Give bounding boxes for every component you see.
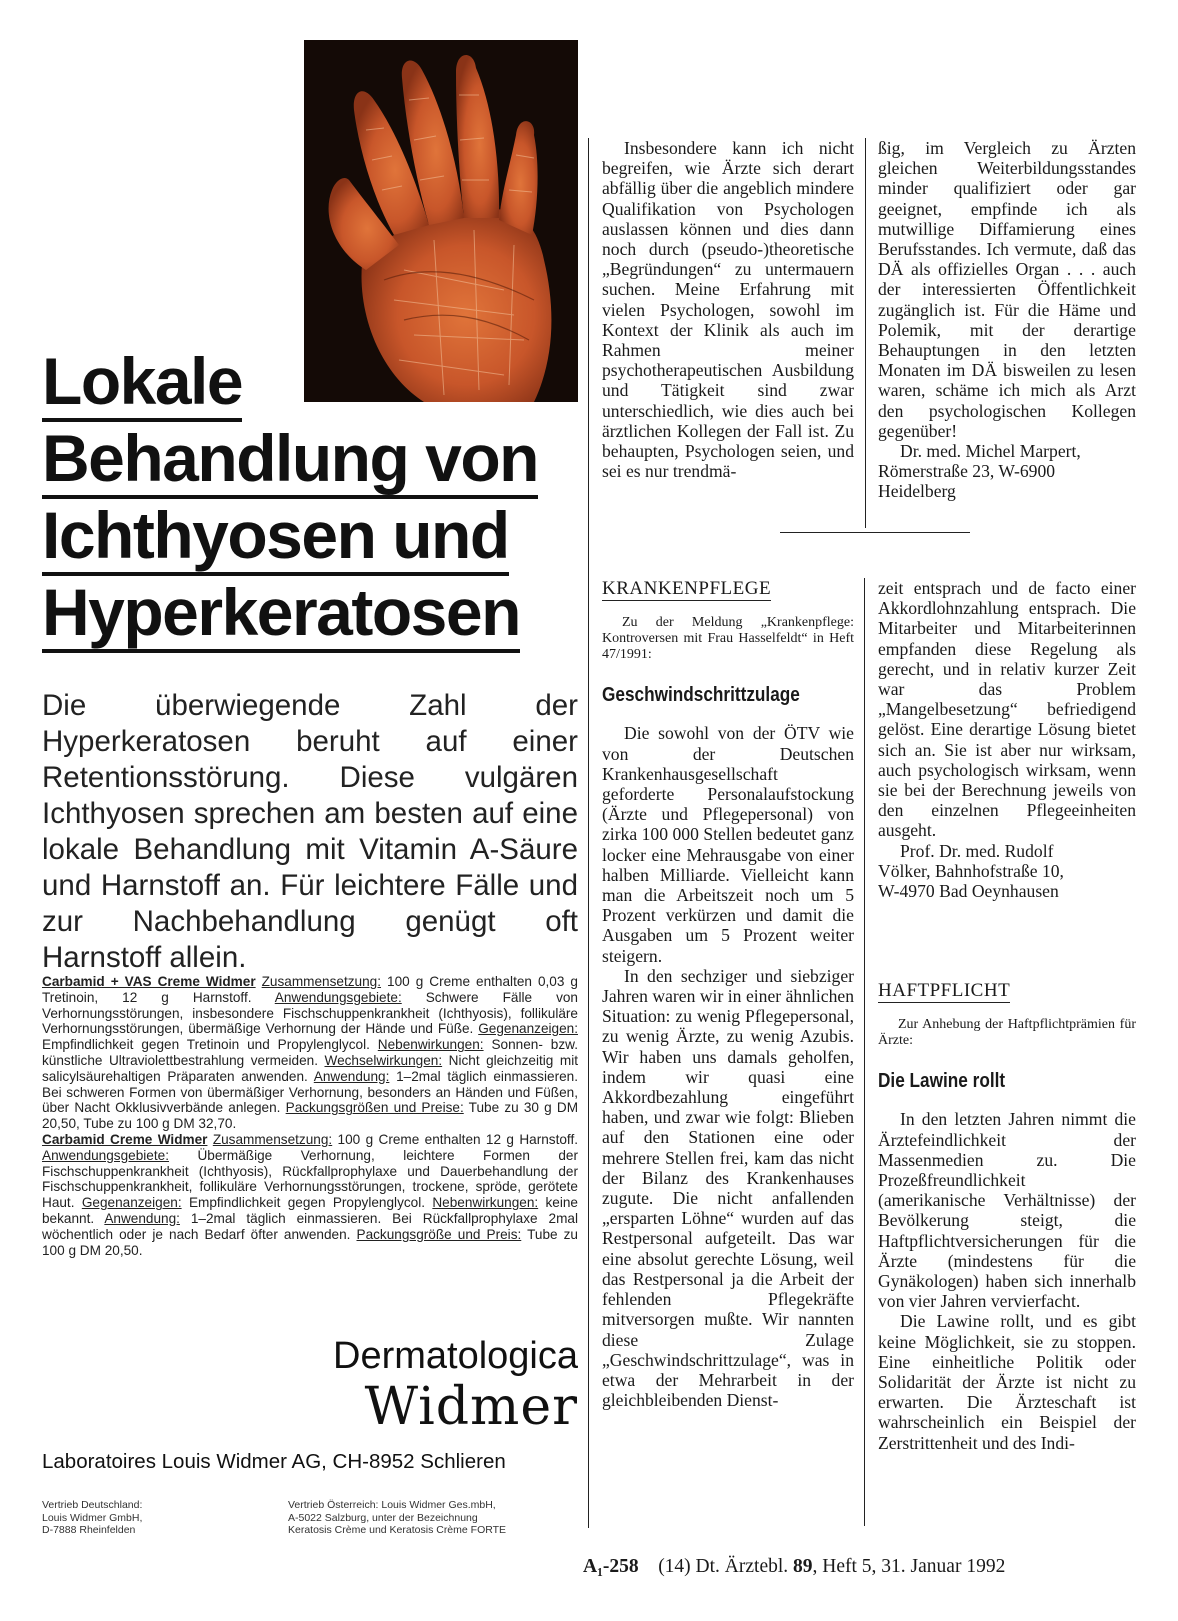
letter1-paragraph: ßig, im Vergleich zu Ärzten gleichen Weiterbildungsstandes minder qualifiziert oder gar geeignet, empfinde ich als mutwillige Diffamierung eines Berufsstandes. Ich vermute, daß das DÄ als offizielles Organ . . . auch der interessierten Öffentlichkeit zugänglich ist. Für die Häme und Polemik, mit der derartige Behauptungen in den letzten Monaten im DÄ bisweilen zu lesen waren, schäme ich mich als Arzt den psychologischen Kollegen gegenüber! <box>878 138 1136 441</box>
text: W-4970 Bad Oeynhausen <box>878 881 1059 902</box>
label: Gegenanzeigen: <box>478 1021 578 1037</box>
manufacturer-address: Laboratoires Louis Widmer AG, CH-8952 Schlieren <box>42 1450 506 1473</box>
text: Louis Widmer GmbH, <box>42 1511 143 1524</box>
text: Dr. med. Michel Marpert, <box>900 441 1081 462</box>
letter1-paragraph: Insbesondere kann ich nicht begreifen, wie Ärzte sich derart abfällig über die angeblich mindere Qualifikation von Psychologen auslassen können und dies dann noch durch (pseudo-)theoretische „Begründungen“ zu untermauern suchen. Meine Erfahrung mit vielen Psychologen, sowohl im Kontext der Klinik als auch im Rahmen meiner psychotherapeutischen Ausbildung und Tätigkeit sind zwar unterschiedlich, wie dies auch bei ärztlichen Kollegen der Fall ist. Zu behaupten, Psychologen seien, und sei es nur trendmä- <box>602 138 854 482</box>
product2-name: Carbamid Creme Widmer <box>42 1131 208 1147</box>
text: 1–2mal täglich einmassieren. Bei Rückfallprophylaxe 2mal wöchentlich oder je nach Bedarf öfter anwenden. <box>42 1210 578 1242</box>
label: Anwendung: <box>313 1068 390 1084</box>
text: Römerstraße 23, W-6900 <box>878 461 1056 482</box>
letter-paragraph: zeit entsprach und de facto einer Akkordlohnzahlung entsprach. Die Mitarbeiter und Mitarbeiterinnen empfanden diese Regelung als gerecht, und in relativ kurzer Zeit war das Problem „Mangelbesetzung“ befriedigend gelöst. Eine derartige Lösung bietet sich an. Sie ist aber nur wirksam, auch psychologisch wirksam, wenn sie bei der Berechnung jeweils von den einzelnen Pflegeeinheiten ausgeht. <box>878 578 1136 841</box>
text: Schwere Fälle von Verhornungsstörungen, insbesondere Fischschuppenkrankheit (Ichthyosis), follikuläre Verhornungsstörungen, übermäßige Verhornung der Hände und Füße. <box>42 989 578 1037</box>
text: Nicht gleichzeitig mit salicylsäurehaltigen Präparaten anwenden. <box>42 1052 578 1084</box>
ad-headline-line: Hyperkeratosen <box>42 576 520 653</box>
product1-name: Carbamid + VAS Creme Widmer <box>42 974 256 989</box>
letter-headline: Die Lawine rollt <box>878 1070 1006 1093</box>
text: Empfindlichkeit gegen Tretinoin und Propylenglycol. <box>42 1037 378 1053</box>
text: 100 g Creme enthalten 0,03 g Tretinoin, 12 g Harnstoff. <box>42 974 578 1005</box>
section-divider <box>780 532 970 533</box>
text: D-7888 Rheinfelden <box>42 1524 136 1536</box>
text: Tube zu 100 g DM 20,50. <box>42 1226 578 1258</box>
text: Prof. Dr. med. Rudolf <box>900 840 1054 861</box>
text: A-5022 Salzburg, unter der Bezeichnung <box>288 1511 478 1524</box>
ad-lead-text: Die überwiegende Zahl der Hyperkeratosen beruht auf einer Retentionsstörung. Diese vulgären Ichthyosen sprechen am besten auf eine lokale Behandlung mit Vitamin A-Säure und Harnstoff an. Für leichtere Fälle und zur Nachbehandlung genügt oft Harnstoff allein. <box>42 689 578 974</box>
text: Empfindlichkeit gegen Propylenglycol. <box>181 1195 433 1211</box>
label: Anwendung: <box>104 1210 180 1226</box>
letter1-signature <box>878 441 1136 502</box>
letter-paragraph: Die sowohl von der ÖTV wie von der Deutschen Krankenhausgesellschaft geforderte Personalaufstockung (Ärzte und Pflegepersonal) von zirka 100 000 Stellen bedeutet ganz locker eine Mehrausgabe von einer halben Milliarde. Vielleicht kann man die Arbeitszeit noch um 5 Prozent verkürzen und damit die Ausgaben um 5 Prozent weiter steigern. <box>602 723 854 966</box>
text: Keratosis Crème und Keratosis Crème FORTE <box>288 1524 507 1536</box>
reference-note: Zu der Meldung „Krankenpflege: Kontroversen mit Frau Hasselfeldt“ in Heft 47/1991: <box>602 615 854 663</box>
label: Zusammensetzung: <box>261 974 382 989</box>
text: 1–2mal täglich einmassieren. Bei schweren Formen von übermäßiger Verhornung, besonders an Händen und Füßen, über Nacht Okklusivverbände anlegen. <box>42 1068 578 1116</box>
letter1-col2 <box>878 138 1136 502</box>
letter-paragraph: In den letzten Jahren nimmt die Ärztefeindlichkeit der Massenmedien zu. Die Prozeßfreundlichkeit (amerikanische Verhältnisse) der Bevölkerung steigt, die Haftpflichtversicherungen für die Ärzte (mindestens für die Gynäkologen) haben sich innerhalb von vier Jahren vervierfacht. <box>878 1109 1136 1312</box>
ad-headline-line: Lokale <box>42 345 242 422</box>
section-heading: KRANKENPFLEGE <box>602 579 771 601</box>
krankenpflege-col1 <box>602 578 854 1410</box>
letter1-col1 <box>602 138 854 481</box>
text: Tube zu 30 g DM 20,50, Tube zu 100 g DM 32,70. <box>42 1100 579 1132</box>
letter-headline: Geschwindschrittzulage <box>602 684 800 707</box>
journal-issue: (14) Dt. Ärztebl. <box>658 1556 794 1577</box>
ad-product-info <box>42 974 578 1258</box>
letter-signature <box>878 841 1136 902</box>
ad-headline-line: Ichthyosen und <box>42 499 509 576</box>
column-divider <box>864 578 865 1526</box>
column-divider <box>588 138 589 1528</box>
ad-headline-line: Behandlung von <box>42 422 538 499</box>
label: Nebenwirkungen: <box>377 1037 484 1053</box>
advertisement <box>42 40 578 1600</box>
distributor-austria <box>288 1499 588 1537</box>
column-divider <box>865 138 866 528</box>
label: Wechselwirkungen: <box>324 1052 443 1068</box>
section-heading: HAFTPFLICHT <box>878 981 1010 1003</box>
label: Anwendungsgebiete: <box>274 989 402 1005</box>
text: Heidelberg <box>878 481 956 502</box>
brand-name-line2: Widmer <box>364 1377 578 1437</box>
text: Übermäßige Verhornung, leichtere Formen der Fischschuppenkrankheit (Ichthyosis), Rückfallprophylaxe und Dauerbehandlung der Fischschuppenkrankheit, follikuläre Verhornungsstörungen, trockene, spröde, gerötete Haut. <box>42 1147 578 1211</box>
letter-paragraph: In den sechziger und siebziger Jahren waren wir in einer ähnlichen Situation: zu wenig Pflegepersonal, zu wenig Ärzte, zu wenig Azubis. Wir haben uns damals geholfen, indem wir quasi eine Akkordbezahlung eingeführt haben, und zwar wie folgt: Blieben auf den Stationen eine oder mehrere Stellen frei, kam das nicht der Bilanz des Krankenhauses zugute. Die nicht anfallenden „ersparten Löhne“ wurden auf das Restpersonal aufgeteilt. Das war eine absolut gerechte Lösung, weil das Restpersonal ja die Arbeit der fehlenden Pflegekräfte mitversorgen mußte. Wir nannten diese Zulage „Geschwindschrittzulage“, was in etwa der Mehrarbeit in der gleichbleibenden Dienst- <box>602 965 854 1411</box>
letter-paragraph: Die Lawine rollt, und es gibt keine Möglichkeit, sie zu stoppen. Eine einheitliche Politik oder Solidarität der Ärzte ist nicht zu erwarten. Die Ärzteschaft ist wahrscheinlich ein Beispiel der Zerstrittenheit und des Indi- <box>878 1311 1136 1453</box>
distributor-germany <box>42 1499 262 1537</box>
text: keine bekannt. <box>42 1195 578 1226</box>
label: Packungsgrößen und Preise: <box>285 1100 464 1116</box>
text: Vertrieb Deutschland: <box>42 1499 143 1511</box>
label: Anwendungsgebiete: <box>42 1147 169 1163</box>
page-number: A₁-258 <box>583 1556 639 1577</box>
label: Gegenanzeigen: <box>81 1195 182 1211</box>
reference-note: Zur Anhebung der Haftpflichtprämien für Ärzte: <box>878 1017 1136 1049</box>
brand-name-line1: Dermatologica <box>333 1335 578 1377</box>
text: Vertrieb Österreich: Louis Widmer Ges.mbH, <box>288 1499 496 1511</box>
page-footer <box>583 1556 1005 1578</box>
label: Packungsgröße und Preis: <box>356 1226 522 1242</box>
issue-date: , Heft 5, 31. Januar 1992 <box>812 1556 1006 1577</box>
text: Völker, Bahnhofstraße 10, <box>878 860 1064 881</box>
haftpflicht-col <box>878 980 1136 1453</box>
volume-number: 89 <box>793 1556 813 1577</box>
krankenpflege-col2 <box>878 578 1136 901</box>
label: Nebenwirkungen: <box>432 1195 539 1211</box>
text: 100 g Creme enthalten 12 g Harnstoff. <box>332 1131 579 1147</box>
ad-headline <box>42 345 582 653</box>
text: Sonnen- bzw. künstliche Ultraviolettbestrahlung vermeiden. <box>42 1037 578 1068</box>
label: Zusammensetzung: <box>212 1131 333 1147</box>
